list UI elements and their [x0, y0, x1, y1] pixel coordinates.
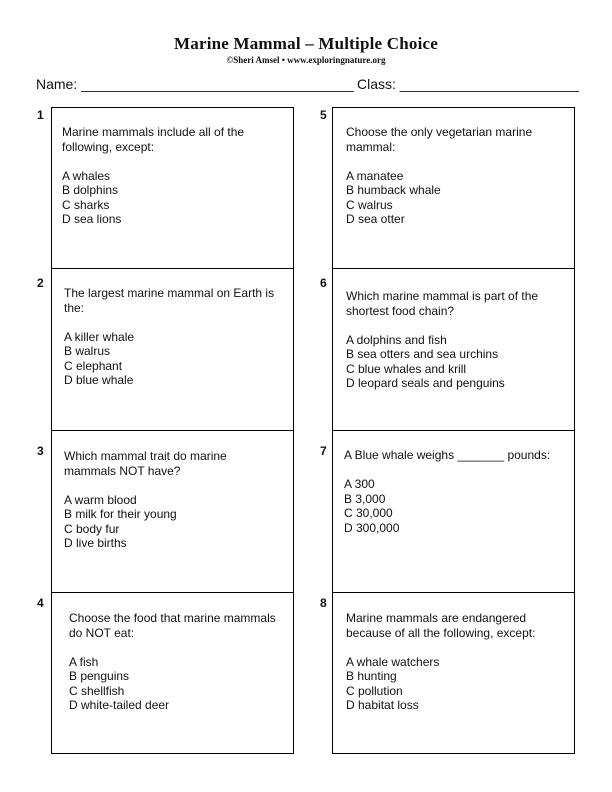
class-line: Class: _______________________ [357, 76, 579, 92]
question-number: 4 [37, 596, 44, 610]
question-stem: Choose the food that marine mammals do NOT eat: [69, 611, 276, 640]
answer-option: D blue whale [64, 373, 134, 387]
answer-option: B humback whale [346, 183, 441, 197]
answer-option: B penguins [69, 669, 130, 683]
answer-option: D sea lions [62, 212, 122, 226]
question-stem: The largest marine mammal on Earth is the: [64, 286, 275, 315]
answer-option: B sea otters and sea urchins [346, 347, 499, 361]
question-stem: Which marine mammal is part of the shortest food chain? [346, 289, 539, 318]
question-text [346, 125, 561, 227]
answer-option: C sharks [62, 197, 110, 212]
answer-option: D 300,000 [344, 520, 400, 535]
answer-option: A warm blood [64, 492, 137, 507]
question-stem: Choose the only vegetarian marine mammal: [346, 125, 533, 154]
question-stem: Marine mammals include all of the following, except: [62, 125, 245, 154]
answer-option: A 300 [344, 477, 375, 491]
answer-option: D live births [64, 536, 127, 550]
question-number: 5 [320, 108, 327, 122]
question-text [344, 448, 572, 535]
question-text [69, 611, 287, 713]
question-number: 8 [320, 596, 327, 610]
answer-option: A whale watchers [346, 654, 440, 669]
answer-option: C shellfish [69, 683, 125, 698]
question-stem: Which mammal trait do marine mammals NOT have? [64, 449, 227, 478]
answer-option: A fish [69, 654, 99, 669]
question-stem: Marine mammals are endangered because of all the following, except: [346, 611, 536, 640]
answer-option: B milk for their young [64, 507, 177, 521]
answer-option: D white-tailed deer [69, 698, 170, 712]
question-number: 2 [37, 276, 44, 290]
answer-option: B hunting [346, 669, 397, 683]
question-number: 6 [320, 276, 327, 290]
name-line: Name: ___________________________________ [36, 76, 354, 92]
answer-option: C walrus [346, 197, 393, 212]
answer-option: C 30,000 [344, 506, 393, 520]
question-text [62, 125, 287, 227]
copyright-line: ©Sheri Amsel • www.exploringnature.org [226, 55, 386, 65]
answer-option: B 3,000 [344, 491, 386, 506]
answer-option: C body fur [64, 521, 120, 536]
question-text [346, 611, 546, 713]
answer-option: B dolphins [62, 183, 119, 197]
answer-option: C blue whales and krill [346, 361, 467, 376]
question-text [64, 286, 286, 388]
answer-option: D leopard seals and penguins [346, 376, 505, 390]
worksheet-title: Marine Mammal – Multiple Choice [174, 34, 438, 53]
question-text [346, 289, 571, 391]
question-stem: A Blue whale weighs _______ pounds: [344, 448, 551, 462]
answer-option: C pollution [346, 683, 403, 698]
question-text [64, 449, 280, 551]
question-number: 1 [37, 108, 44, 122]
answer-option: A manatee [346, 168, 404, 183]
answer-option: A whales [62, 168, 111, 183]
answer-option: A killer whale [64, 329, 135, 344]
answer-option: B walrus [64, 344, 111, 358]
answer-option: D habitat loss [346, 698, 419, 712]
question-number: 7 [320, 444, 327, 458]
answer-option: D sea otter [346, 212, 405, 226]
answer-option: C elephant [64, 358, 123, 373]
question-number: 3 [37, 444, 44, 458]
answer-option: A dolphins and fish [346, 332, 447, 347]
